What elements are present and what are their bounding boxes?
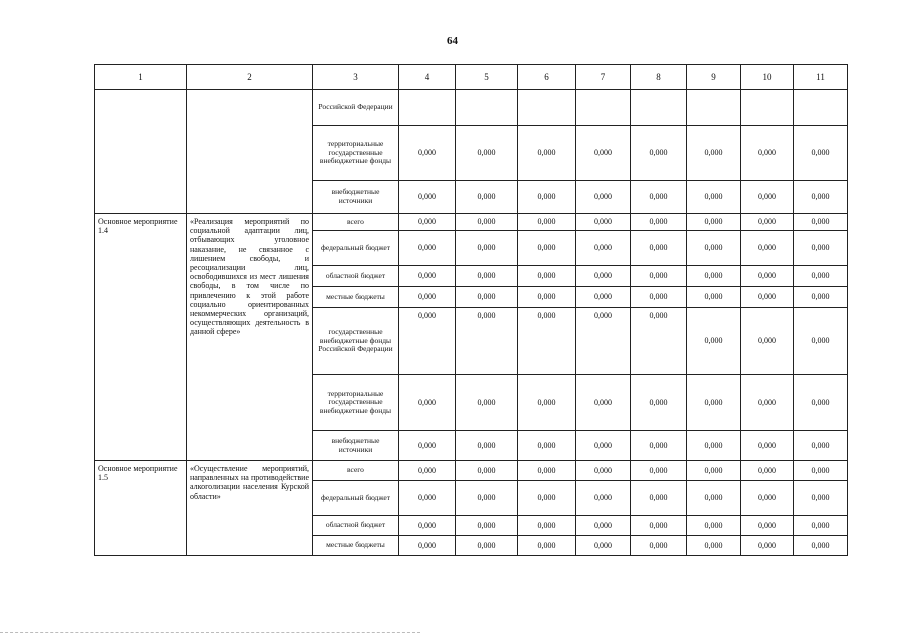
value-cell: 0,000 xyxy=(399,461,456,481)
value-cell: 0,000 xyxy=(794,461,848,481)
funding-source-cell: Российской Федерации xyxy=(313,90,399,126)
value-cell: 0,000 xyxy=(518,375,576,431)
value-cell: 0,000 xyxy=(741,231,794,266)
budget-table xyxy=(94,64,848,556)
funding-source-cell: государственные внебюджетные фонды Российской Федерации xyxy=(313,308,399,375)
value-cell: 0,000 xyxy=(631,375,687,431)
value-cell: 0,000 xyxy=(794,231,848,266)
value-cell: 0,000 xyxy=(576,481,631,516)
table-body xyxy=(95,65,848,556)
value-cell: 0,000 xyxy=(631,536,687,556)
column-header: 6 xyxy=(518,65,576,90)
value-cell: 0,000 xyxy=(687,214,741,231)
value-cell: 0,000 xyxy=(456,181,518,214)
value-cell: 0,000 xyxy=(518,231,576,266)
value-cell: 0,000 xyxy=(741,375,794,431)
funding-source-cell: всего xyxy=(313,461,399,481)
value-cell: 0,000 xyxy=(631,214,687,231)
value-cell: 0,000 xyxy=(456,375,518,431)
value-cell: 0,000 xyxy=(741,287,794,308)
value-cell: 0,000 xyxy=(631,287,687,308)
value-cell: 0,000 xyxy=(576,266,631,287)
value-cell: 0,000 xyxy=(687,461,741,481)
column-header: 5 xyxy=(456,65,518,90)
value-cell: 0,000 xyxy=(631,516,687,536)
value-cell: 0,000 xyxy=(687,181,741,214)
value-cell: 0,000 xyxy=(741,516,794,536)
value-cell: 0,000 xyxy=(518,287,576,308)
value-cell xyxy=(794,90,848,126)
value-cell: 0,000 xyxy=(456,308,518,375)
value-cell: 0,000 xyxy=(741,214,794,231)
column-header: 8 xyxy=(631,65,687,90)
value-cell xyxy=(399,90,456,126)
value-cell: 0,000 xyxy=(741,266,794,287)
value-cell: 0,000 xyxy=(794,287,848,308)
value-cell: 0,000 xyxy=(687,375,741,431)
value-cell: 0,000 xyxy=(687,516,741,536)
funding-source-cell: всего xyxy=(313,214,399,231)
value-cell: 0,000 xyxy=(576,214,631,231)
value-cell: 0,000 xyxy=(399,126,456,181)
event-description-cell: «Осуществление мероприятий, направленных на противодействие алкоголизации населения Курской области» xyxy=(187,461,313,556)
value-cell: 0,000 xyxy=(518,536,576,556)
value-cell: 0,000 xyxy=(576,308,631,375)
value-cell: 0,000 xyxy=(456,287,518,308)
funding-source-cell: федеральный бюджет xyxy=(313,231,399,266)
value-cell: 0,000 xyxy=(687,536,741,556)
value-cell: 0,000 xyxy=(518,431,576,461)
value-cell: 0,000 xyxy=(576,126,631,181)
value-cell: 0,000 xyxy=(687,481,741,516)
table-row xyxy=(95,214,848,231)
value-cell: 0,000 xyxy=(631,481,687,516)
event-name-cell: Основное мероприятие 1.5 xyxy=(95,461,187,556)
value-cell: 0,000 xyxy=(576,536,631,556)
funding-source-cell: местные бюджеты xyxy=(313,536,399,556)
value-cell: 0,000 xyxy=(794,266,848,287)
value-cell: 0,000 xyxy=(399,308,456,375)
event-description-cell: «Реализация мероприятий по социальной адаптации лиц, отбывающих уголовное наказание, не связанное с лишением свободы, и ресоциализации лиц, освободившихся из мест лишения свободы, в том числе по привлечению к этой работе социально ориентированных некоммерческих организаций, осуществляющих деятельность в данной сфере» xyxy=(187,214,313,461)
value-cell: 0,000 xyxy=(631,461,687,481)
empty-cell xyxy=(187,90,313,214)
funding-source-cell: внебюджетные источники xyxy=(313,431,399,461)
value-cell: 0,000 xyxy=(631,308,687,375)
value-cell: 0,000 xyxy=(741,308,794,375)
funding-source-cell: областной бюджет xyxy=(313,516,399,536)
value-cell: 0,000 xyxy=(576,431,631,461)
value-cell: 0,000 xyxy=(518,516,576,536)
value-cell: 0,000 xyxy=(399,287,456,308)
value-cell: 0,000 xyxy=(687,126,741,181)
value-cell: 0,000 xyxy=(456,461,518,481)
value-cell: 0,000 xyxy=(741,181,794,214)
funding-source-cell: территориальные государственные внебюджетные фонды xyxy=(313,375,399,431)
column-header: 10 xyxy=(741,65,794,90)
scan-artifact-line xyxy=(0,632,420,633)
column-header: 11 xyxy=(794,65,848,90)
funding-source-cell: федеральный бюджет xyxy=(313,481,399,516)
value-cell: 0,000 xyxy=(794,181,848,214)
value-cell: 0,000 xyxy=(741,126,794,181)
table-row xyxy=(95,90,848,126)
page-number: 64 xyxy=(447,35,458,47)
funding-source-cell: местные бюджеты xyxy=(313,287,399,308)
value-cell: 0,000 xyxy=(631,431,687,461)
value-cell: 0,000 xyxy=(518,214,576,231)
column-header: 9 xyxy=(687,65,741,90)
value-cell: 0,000 xyxy=(687,231,741,266)
value-cell: 0,000 xyxy=(576,375,631,431)
value-cell: 0,000 xyxy=(576,516,631,536)
value-cell: 0,000 xyxy=(794,431,848,461)
value-cell: 0,000 xyxy=(741,431,794,461)
value-cell: 0,000 xyxy=(794,481,848,516)
value-cell: 0,000 xyxy=(631,181,687,214)
value-cell: 0,000 xyxy=(399,214,456,231)
value-cell: 0,000 xyxy=(456,231,518,266)
funding-source-cell: территориальные государственные внебюджетные фонды xyxy=(313,126,399,181)
value-cell: 0,000 xyxy=(631,126,687,181)
value-cell: 0,000 xyxy=(456,516,518,536)
value-cell: 0,000 xyxy=(631,231,687,266)
value-cell: 0,000 xyxy=(518,126,576,181)
funding-source-cell: внебюджетные источники xyxy=(313,181,399,214)
empty-cell xyxy=(95,90,187,214)
column-header: 4 xyxy=(399,65,456,90)
value-cell: 0,000 xyxy=(518,181,576,214)
value-cell: 0,000 xyxy=(687,287,741,308)
value-cell xyxy=(687,90,741,126)
value-cell: 0,000 xyxy=(794,214,848,231)
value-cell: 0,000 xyxy=(518,308,576,375)
value-cell: 0,000 xyxy=(687,266,741,287)
value-cell: 0,000 xyxy=(456,536,518,556)
value-cell: 0,000 xyxy=(399,516,456,536)
value-cell: 0,000 xyxy=(687,431,741,461)
value-cell xyxy=(456,90,518,126)
value-cell: 0,000 xyxy=(399,181,456,214)
value-cell: 0,000 xyxy=(518,481,576,516)
value-cell: 0,000 xyxy=(794,375,848,431)
table-header-row xyxy=(95,65,848,90)
value-cell: 0,000 xyxy=(456,214,518,231)
value-cell xyxy=(518,90,576,126)
value-cell: 0,000 xyxy=(399,375,456,431)
value-cell: 0,000 xyxy=(794,308,848,375)
value-cell: 0,000 xyxy=(456,126,518,181)
event-name-cell: Основное мероприятие 1.4 xyxy=(95,214,187,461)
table-row xyxy=(95,461,848,481)
value-cell: 0,000 xyxy=(399,266,456,287)
value-cell: 0,000 xyxy=(576,231,631,266)
value-cell: 0,000 xyxy=(456,266,518,287)
column-header: 2 xyxy=(187,65,313,90)
value-cell: 0,000 xyxy=(518,461,576,481)
value-cell xyxy=(576,90,631,126)
column-header: 1 xyxy=(95,65,187,90)
value-cell: 0,000 xyxy=(576,181,631,214)
value-cell: 0,000 xyxy=(456,481,518,516)
value-cell: 0,000 xyxy=(518,266,576,287)
value-cell: 0,000 xyxy=(794,516,848,536)
column-header: 3 xyxy=(313,65,399,90)
value-cell: 0,000 xyxy=(794,536,848,556)
value-cell: 0,000 xyxy=(741,536,794,556)
value-cell: 0,000 xyxy=(687,308,741,375)
value-cell: 0,000 xyxy=(741,481,794,516)
value-cell: 0,000 xyxy=(399,431,456,461)
column-header: 7 xyxy=(576,65,631,90)
value-cell: 0,000 xyxy=(399,536,456,556)
value-cell: 0,000 xyxy=(741,461,794,481)
value-cell xyxy=(631,90,687,126)
value-cell: 0,000 xyxy=(576,461,631,481)
value-cell: 0,000 xyxy=(631,266,687,287)
value-cell: 0,000 xyxy=(399,481,456,516)
value-cell: 0,000 xyxy=(576,287,631,308)
value-cell: 0,000 xyxy=(399,231,456,266)
value-cell: 0,000 xyxy=(456,431,518,461)
value-cell xyxy=(741,90,794,126)
funding-source-cell: областной бюджет xyxy=(313,266,399,287)
value-cell: 0,000 xyxy=(794,126,848,181)
